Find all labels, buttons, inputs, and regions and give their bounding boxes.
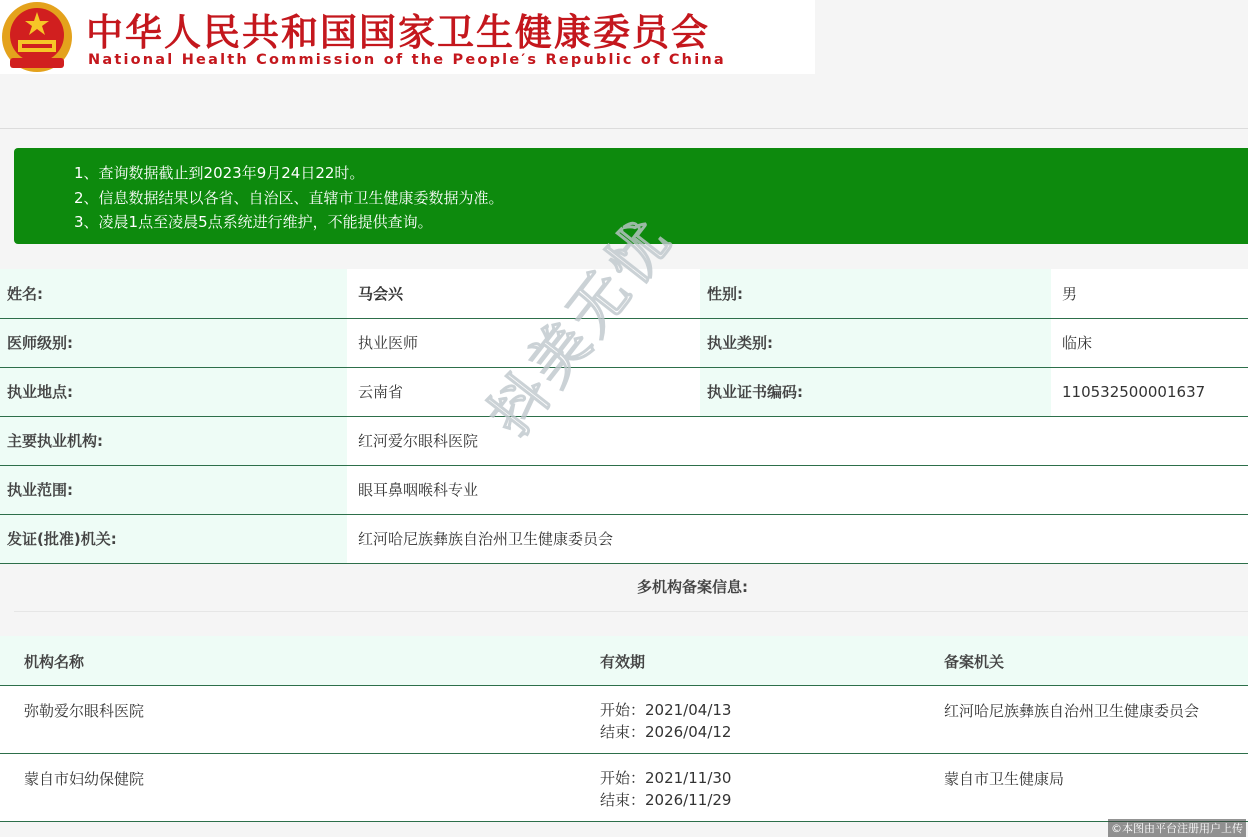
record-start: 开始：2021/04/13 bbox=[600, 701, 732, 719]
info-row bbox=[0, 269, 1248, 318]
header-org: 机构名称 bbox=[24, 653, 85, 671]
record-org: 蒙自市妇幼保健院 bbox=[24, 770, 145, 788]
doctor-info-table bbox=[0, 269, 1248, 564]
info-row bbox=[0, 465, 1248, 514]
gender-label: 性别: bbox=[700, 269, 1051, 318]
institution-value: 红河爱尔眼科医院 bbox=[347, 416, 1248, 465]
record-end: 结束：2026/11/29 bbox=[600, 790, 732, 809]
record-validity bbox=[600, 700, 731, 743]
level-value: 执业医师 bbox=[347, 318, 700, 367]
name-value: 马会兴 bbox=[347, 269, 700, 318]
banner-subtitle: National Health Commission of the People′s Republic of China bbox=[88, 52, 726, 68]
record-validity bbox=[600, 768, 731, 811]
issuer-value: 红河哈尼族彝族自治州卫生健康委员会 bbox=[347, 514, 1248, 563]
notice-line: 3、凌晨1点至凌晨5点系统进行维护，不能提供查询。 bbox=[74, 213, 433, 231]
info-row bbox=[0, 367, 1248, 416]
header-banner bbox=[0, 0, 815, 74]
multi-institution-title: 多机构备案信息: bbox=[637, 578, 748, 596]
cert-label: 执业证书编码: bbox=[700, 367, 1051, 416]
notice-line: 1、查询数据截止到2023年9月24日22时。 bbox=[74, 164, 365, 182]
header-authority: 备案机关 bbox=[944, 653, 1005, 671]
records-table bbox=[0, 636, 1248, 822]
record-authority: 蒙自市卫生健康局 bbox=[944, 770, 1065, 788]
info-row bbox=[0, 318, 1248, 367]
table-row bbox=[0, 754, 1248, 822]
location-value: 云南省 bbox=[347, 367, 700, 416]
header-validity: 有效期 bbox=[600, 653, 646, 671]
level-label: 医师级别: bbox=[0, 318, 347, 367]
record-authority: 红河哈尼族彝族自治州卫生健康委员会 bbox=[944, 702, 1200, 720]
record-org: 弥勒爱尔眼科医院 bbox=[24, 702, 145, 720]
location-label: 执业地点: bbox=[0, 367, 347, 416]
record-start: 开始：2021/11/30 bbox=[600, 769, 732, 787]
national-emblem-icon bbox=[0, 0, 74, 74]
header-divider bbox=[0, 128, 1248, 129]
cert-value: 110532500001637 bbox=[1051, 367, 1248, 416]
category-value: 临床 bbox=[1051, 318, 1248, 367]
info-row bbox=[0, 416, 1248, 465]
upload-credit: ©本图由平台注册用户上传 bbox=[1108, 819, 1246, 837]
category-label: 执业类别: bbox=[700, 318, 1051, 367]
record-end: 结束：2026/04/12 bbox=[600, 722, 732, 741]
issuer-label: 发证(批准)机关: bbox=[0, 514, 347, 563]
table-row bbox=[0, 686, 1248, 754]
records-header bbox=[0, 636, 1248, 686]
gender-value: 男 bbox=[1051, 269, 1248, 318]
notice-line: 2、信息数据结果以各省、自治区、直辖市卫生健康委数据为准。 bbox=[74, 188, 504, 207]
notice-box bbox=[14, 148, 1248, 244]
name-label: 姓名: bbox=[0, 269, 347, 318]
section-divider bbox=[14, 611, 1248, 612]
scope-value: 眼耳鼻咽喉科专业 bbox=[347, 465, 1248, 514]
banner-title: 中华人民共和国国家卫生健康委员会 bbox=[86, 11, 710, 54]
institution-label: 主要执业机构: bbox=[0, 416, 347, 465]
scope-label: 执业范围: bbox=[0, 465, 347, 514]
info-row bbox=[0, 514, 1248, 563]
